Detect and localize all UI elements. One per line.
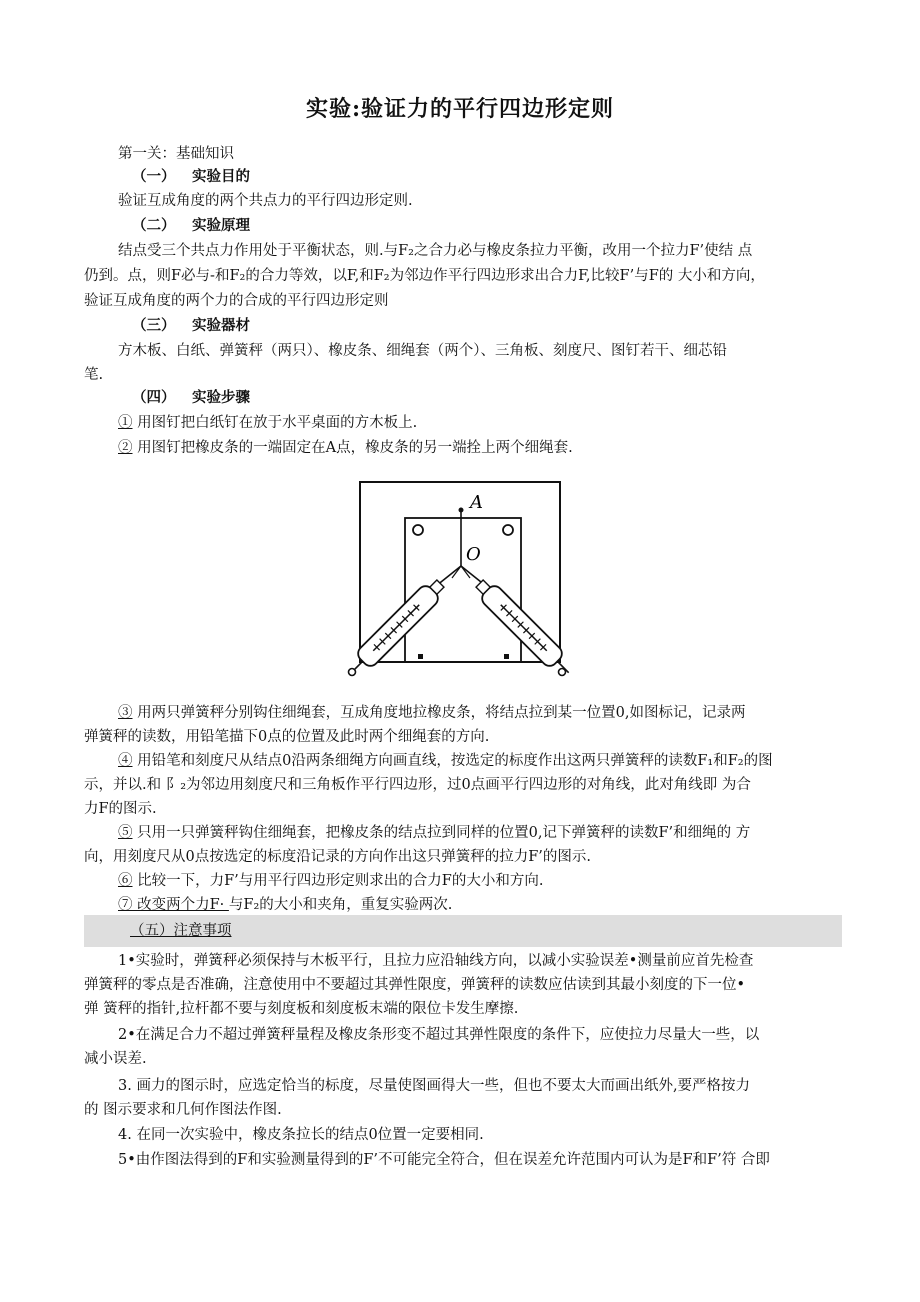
step-text: 改变两个力F·	[132, 897, 229, 913]
step-4	[118, 750, 773, 772]
pin-left-icon	[413, 525, 423, 535]
note-line: 4. 在同一次实验中，橡皮条拉长的结点0位置一定要相同.	[118, 1127, 484, 1143]
page-title: 实验:验证力的平行四边形定则	[305, 96, 615, 122]
label-a: A	[470, 492, 483, 513]
note-line: 5•由作图法得到的F和实验测量得到的F’不可能完全符合，但在误差允许范围内可认为是F和F’符 合即	[118, 1152, 770, 1168]
step-number: ⑥	[118, 873, 133, 889]
subtitle: 第一关：基础知识	[118, 146, 234, 162]
pin-right-icon	[503, 525, 513, 535]
string-loops	[436, 566, 486, 586]
equipment-line: 笔.	[84, 367, 104, 383]
apparatus-figure	[340, 478, 572, 688]
section-number: （四）	[132, 389, 176, 406]
step-text: 力F的图示.	[84, 801, 157, 817]
equipment-line: 方木板、白纸、弹簧秤（两只）、橡皮条、细绳套（两个）、三角板、刻度尺、图钉若干、细芯铅	[118, 343, 727, 359]
section-heading-principle	[132, 215, 250, 237]
section-title: 实验器材	[192, 317, 250, 334]
step-text: 用铅笔和刻度尺从结点0沿两条细绳方向画直线，按选定的标度作出这两只弹簧秤的读数F₁和F₂的图	[132, 753, 773, 769]
step-number: ⑦	[118, 897, 133, 913]
label-o: O	[466, 544, 481, 565]
section-number: （二）	[132, 217, 176, 234]
step-text: 比较一下，力F’与用平行四边形定则求出的合力F的大小和方向.	[132, 873, 544, 889]
section-heading-purpose	[132, 166, 250, 188]
note-line: 弹簧秤的零点是否准确，注意使用中不要超过其弹性限度，弹簧秤的读数应估读到其最小刻度的下一位•	[84, 977, 746, 993]
section-title: 实验目的	[192, 168, 250, 185]
principle-line: 结点受三个共点力作用处于平衡状态，则.与F₂之合力必与橡皮条拉力平衡，改用一个拉力F’使结 点	[118, 243, 753, 259]
paper-mark	[418, 654, 423, 659]
step-text: 与F₂的大小和夹角，重复实验两次.	[228, 897, 453, 913]
step-text: 用两只弹簧秤分别钩住细绳套，互成角度地拉橡皮条，将结点拉到某一位置0,如图标记，记录两	[132, 705, 746, 721]
step-7	[118, 894, 452, 916]
note-line: 弹 簧秤的指针,拉杆都不要与刻度板和刻度板末端的限位卡发生摩擦.	[84, 1001, 519, 1017]
section-number: （三）	[132, 317, 176, 334]
step-number: ①	[118, 415, 133, 431]
section-heading-equipment	[132, 315, 250, 337]
step-number: ④	[118, 753, 133, 769]
step-text: 只用一只弹簧秤钩住细绳套，把橡皮条的结点拉到同样的位置0,记下弹簧秤的读数F’和细绳的 方	[132, 825, 751, 841]
scale-hook-left	[349, 669, 356, 676]
paper-mark	[504, 654, 509, 659]
note-line: 的 图示要求和几何作图法作图.	[84, 1102, 282, 1118]
section-title: 实验步骤	[192, 389, 250, 406]
note-line: 减小误差.	[84, 1051, 147, 1067]
section-heading-steps	[132, 387, 250, 409]
step-2	[118, 437, 573, 459]
step-text: 向，用刻度尺从0点按选定的标度沿记录的方向作出这只弹簧秤的拉力F’的图示.	[84, 849, 592, 865]
step-5	[118, 822, 750, 844]
principle-line: 验证互成角度的两个力的合成的平行四边形定则	[84, 293, 389, 309]
scale-hook-right	[559, 669, 566, 676]
note-line: 3. 画力的图示时，应选定恰当的标度，尽量使图画得大一些，但也不要太大而画出纸外,要严格按力	[118, 1078, 751, 1094]
note-line: 1•实验时，弹簧秤必须保持与木板平行，且拉力应沿轴线方向，以减小实验误差•测量前应首先检查	[118, 953, 754, 969]
section-number: （一）	[132, 168, 176, 185]
step-text: 示，并以.和 阝₂为邻边用刻度尺和三角板作平行四边形，过0点画平行四边形的对角线，此对角线即 为合	[84, 777, 751, 793]
section-title: 实验原理	[192, 217, 250, 234]
step-number: ⑤	[118, 825, 133, 841]
purpose-text: 验证互成角度的两个共点力的平行四边形定则.	[118, 193, 413, 209]
step-1	[118, 412, 417, 434]
point-a	[459, 508, 464, 513]
section-heading-notes: （五）注意事项	[130, 923, 232, 939]
step-number: ②	[118, 440, 133, 456]
step-text: 用图钉把橡皮条的一端固定在A点，橡皮条的另一端拴上两个细绳套.	[132, 440, 573, 456]
principle-line: 仍到。点，则F必与-和F₂的合力等效，以F,和F₂为邻边作平行四边形求出合力F,比较F’与F的 大小和方向，	[84, 268, 765, 284]
step-3	[118, 702, 745, 724]
step-number: ③	[118, 705, 133, 721]
note-line: 2•在满足合力不超过弹簧秤量程及橡皮条形变不超过其弹性限度的条件下，应使拉力尽量大一些，以	[118, 1027, 760, 1043]
step-text: 弹簧秤的读数，用铅笔描下0点的位置及此时两个细绳套的方向.	[84, 729, 490, 745]
step-6	[118, 870, 543, 892]
step-text: 用图钉把白纸钉在放于水平桌面的方木板上.	[132, 415, 418, 431]
